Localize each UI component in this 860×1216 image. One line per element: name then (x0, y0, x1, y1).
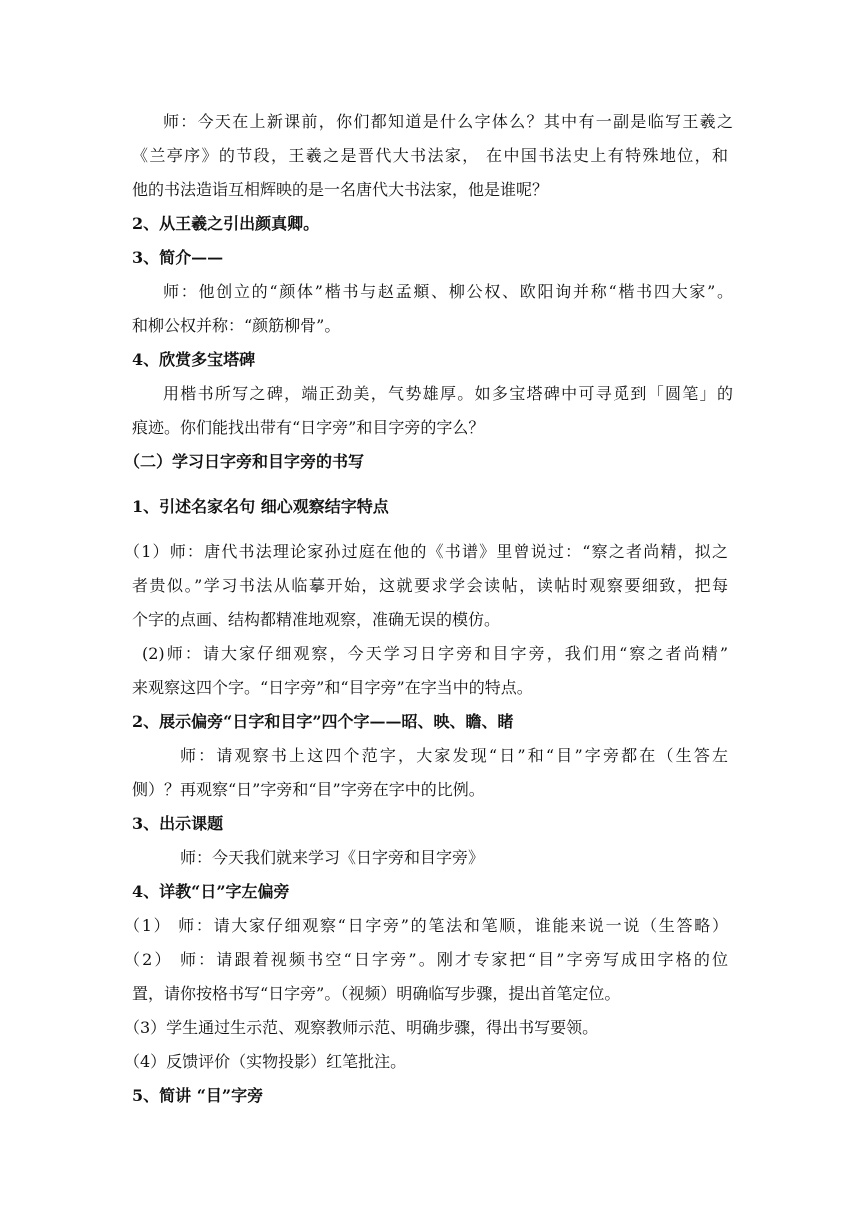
section-heading: 2、展示偏旁“日字和目字”四个字——昭、映、瞻、睹 (132, 712, 514, 731)
list-item-continuation: 置，请你按格书写“日字旁”。（视频）明确临写步骤，提出首笔定位。 (132, 984, 621, 1003)
paragraph-line: 者贵似。”学习书法从临摹开始，这就要求学会读帖，读帖时观察要细致，把每 (132, 576, 728, 595)
paragraph-line: 师：今天在上新课前，你们都知道是什么字体么？其中有一副是临写王羲之 (163, 112, 733, 131)
list-item: （3）学生通过生示范、观察教师示范、明确步骤，得出书写要领。 (124, 1018, 599, 1037)
section-heading: 2、从王羲之引出颜真卿。 (132, 214, 320, 233)
section-heading: 4、详教“日”字左偏旁 (132, 882, 290, 901)
section-heading: 5、简讲 “目”字旁 (132, 1086, 264, 1105)
paragraph-line: 师：他创立的“颜体”楷书与赵孟頫、柳公权、欧阳询并称“楷书四大家”。 (163, 282, 733, 301)
paragraph-line: (2)师：请大家仔细观察，今天学习日字旁和目字旁，我们用“察之者尚精” (142, 644, 728, 663)
paragraph-line: 个字的点画、结构都精准地观察，准确无误的模仿。 (132, 610, 501, 629)
list-item: （2） 师：请跟着视频书空“日字旁”。刚才专家把“目”字旁写成田字格的位 (124, 950, 728, 969)
list-item: （4）反馈评价（实物投影）红笔批注。 (124, 1052, 407, 1071)
list-item: （1） 师：请大家仔细观察“日字旁”的笔法和笔顺，谁能来说一说（生答略） (124, 916, 728, 935)
section-heading: 3、出示课题 (132, 814, 224, 833)
paragraph-line: 他的书法造诣互相辉映的是一名唐代大书法家，他是谁呢？ (132, 180, 549, 199)
paragraph-line: 和柳公权并称：“颜筋柳骨”。 (132, 316, 341, 335)
paragraph-line: 师：今天我们就来学习《日字旁和目字旁》 (180, 848, 485, 867)
paragraph-line: 痕迹。你们能找出带有“日字旁”和目字旁的字么？ (132, 418, 485, 437)
paragraph-line: 师：请观察书上这四个范字，大家发现“日”和“目”字旁都在（生答左 (180, 746, 728, 765)
section-heading: 3、简介—— (132, 248, 224, 267)
section-heading: 1、引述名家名句 细心观察结字特点 (132, 497, 389, 516)
paragraph-line: 用楷书所写之碑，端正劲美，气势雄厚。如多宝塔碑中可寻觅到「圆笔」的 (163, 384, 733, 403)
paragraph-line: （1）师：唐代书法理论家孙过庭在他的《书谱》里曾说过：“察之者尚精，拟之 (124, 542, 728, 561)
paragraph-line: 来观察这四个字。“日字旁”和“目字旁”在字当中的特点。 (132, 678, 533, 697)
section-title: （二）学习日字旁和目字旁的书写 (124, 452, 365, 471)
paragraph-line: 侧）？再观察“日”字旁和“目”字旁在字中的比例。 (132, 780, 485, 799)
paragraph-line: 《兰亭序》的节段，王羲之是晋代大书法家， 在中国书法史上有特殊地位，和 (132, 146, 728, 165)
section-heading: 4、欣赏多宝塔碑 (132, 350, 256, 369)
